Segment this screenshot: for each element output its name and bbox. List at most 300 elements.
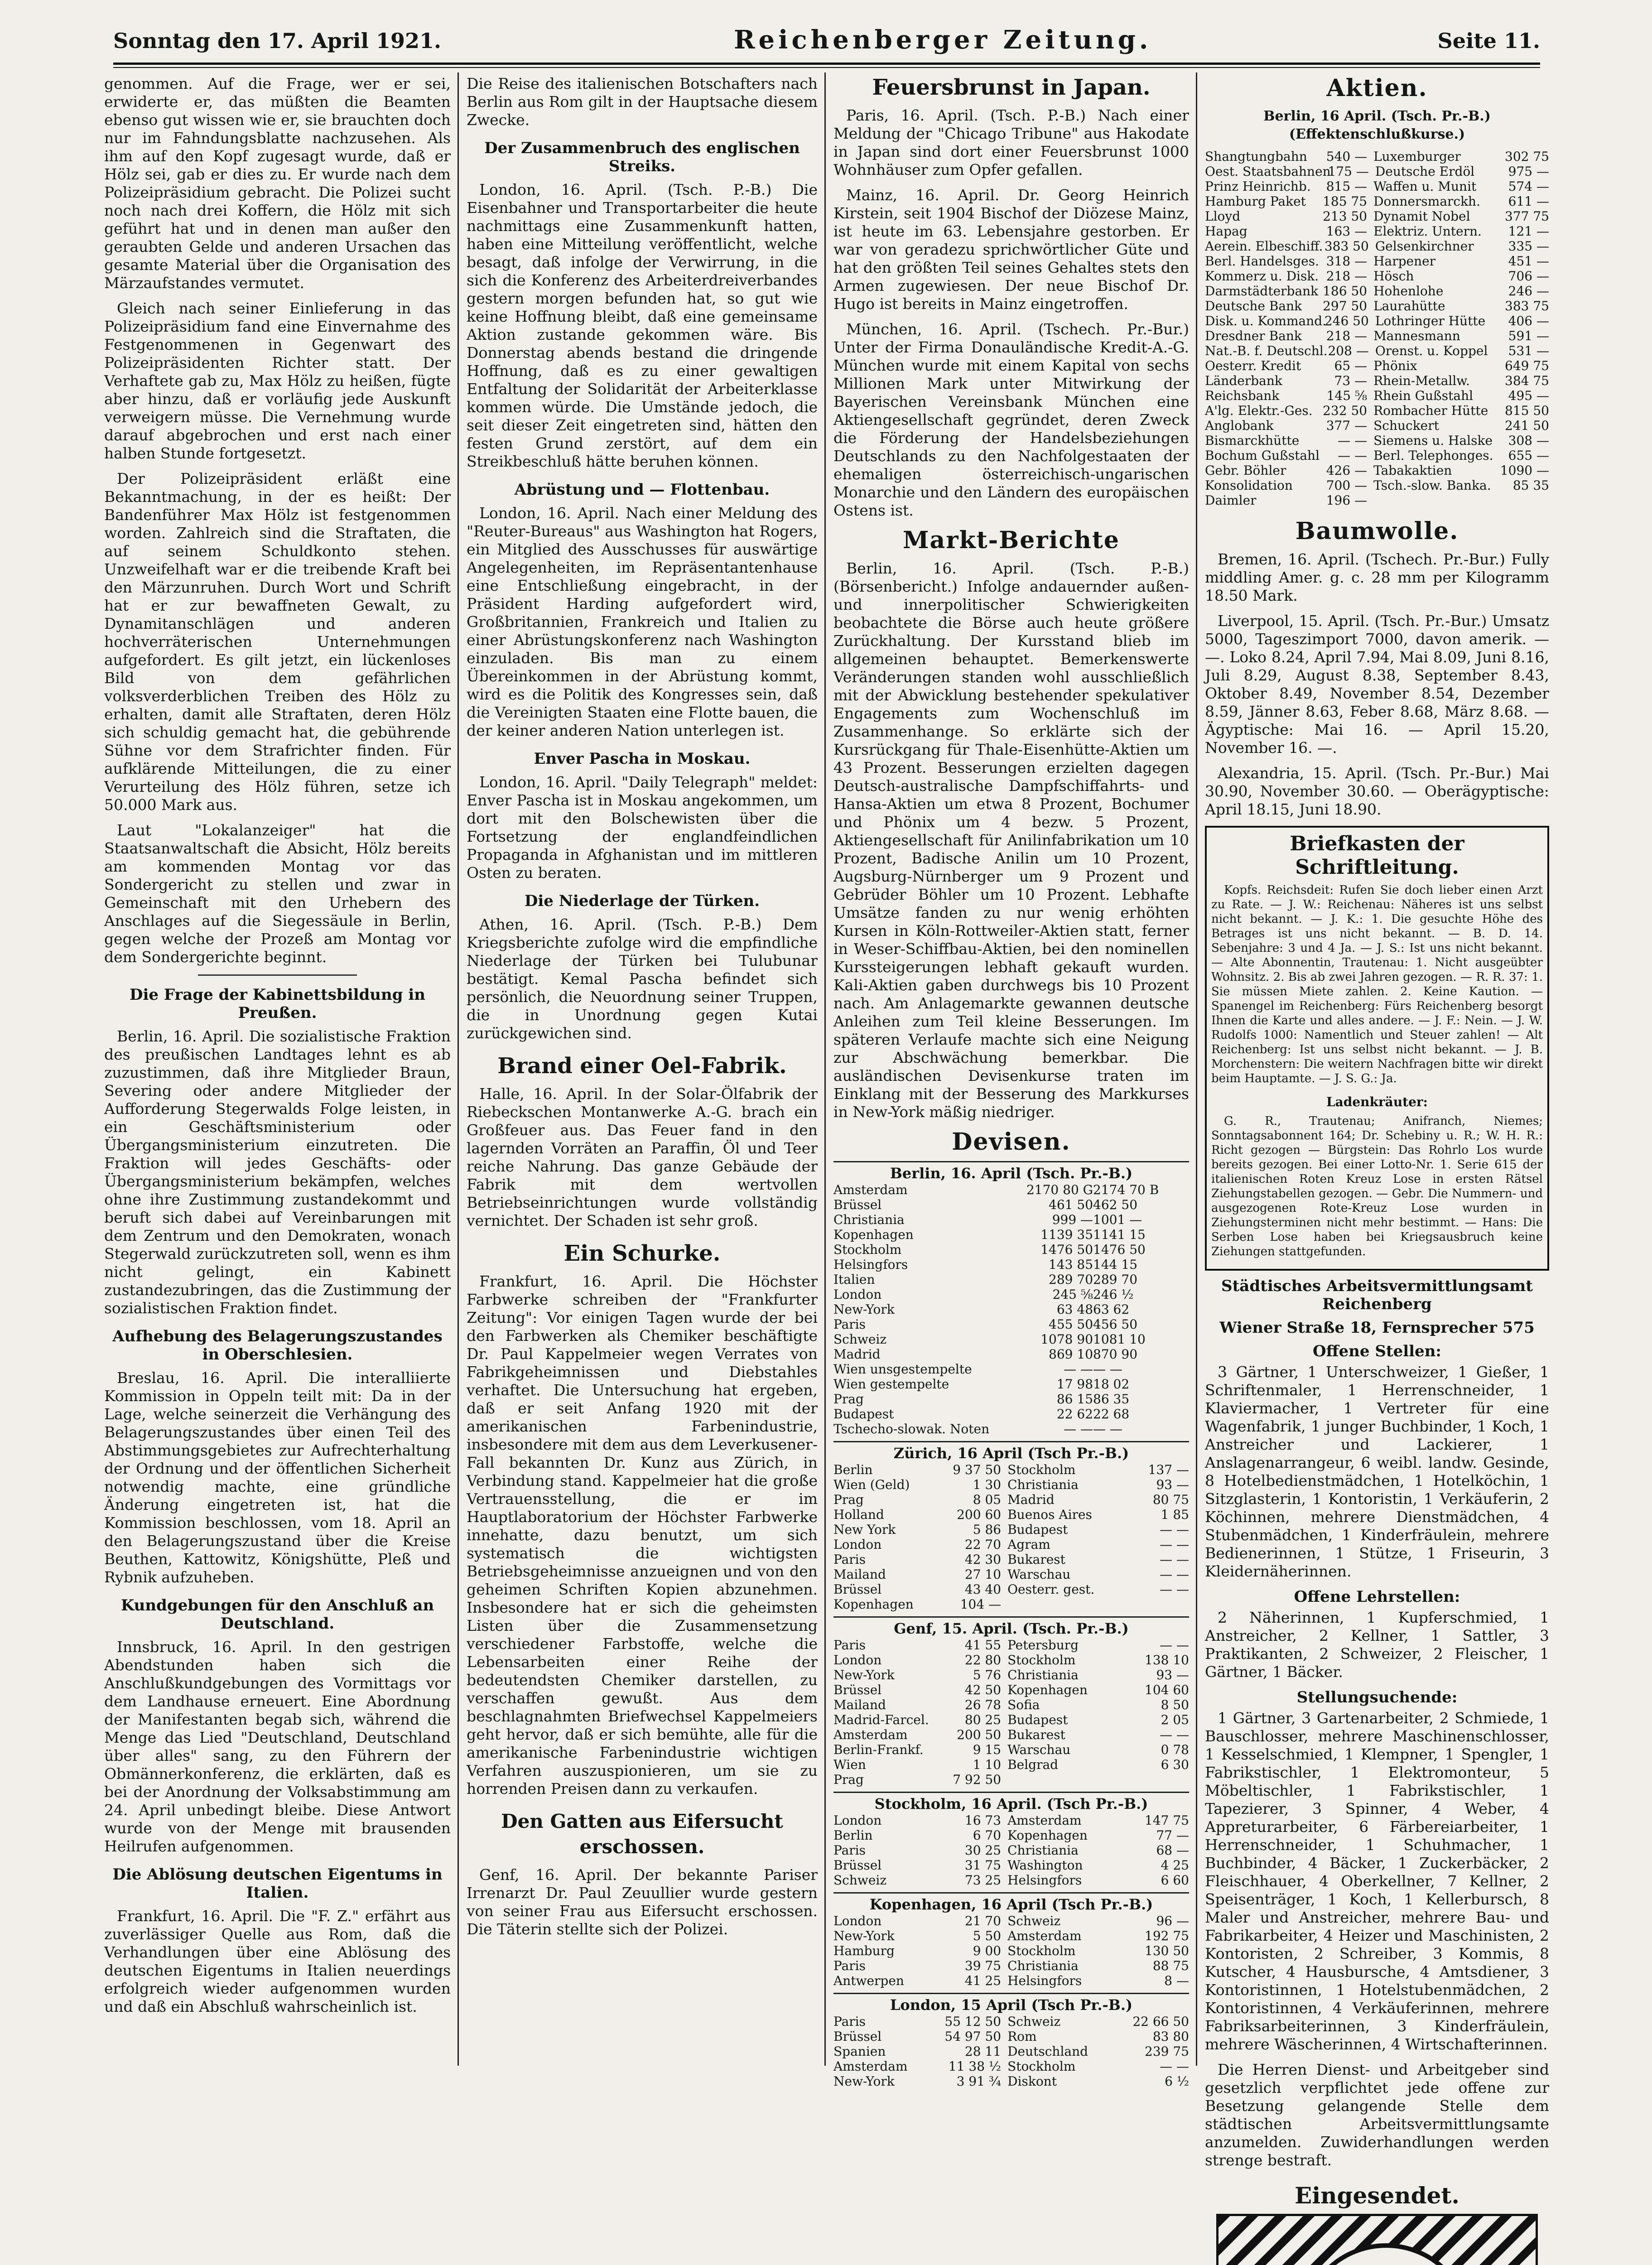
table-cell: 649 75 (1505, 358, 1549, 373)
table-cell: — — (1160, 1638, 1189, 1653)
table-row (1205, 403, 1549, 418)
table-caption: Kopenhagen, 16 April (Tsch Pr.-B.) (833, 1892, 1189, 1913)
article-paragraph: Mainz, 16. April. Dr. Georg Heinrich Kirstein, seit 1904 Bischof der Diözese Mainz, ist heute im 63. Lebensjahre gestorben. Er war von geradezu sprichwörtlicher Güte und hat den größten Teil seines Gehaltes stets den Armen zugewiesen. Der neue Bischof Dr. Hugo ist bereits in Mainz eingetroffen. (833, 186, 1189, 313)
table-cell: Christiania (1007, 1958, 1079, 1973)
table-cell: 999 — (1052, 1212, 1093, 1227)
table-cell: 9 00 (973, 1943, 1002, 1958)
table-row (833, 1422, 1189, 1436)
table-cell: Prag (833, 1392, 864, 1407)
table-row (833, 1182, 1189, 1197)
table-caption: Zürich, 16 April (Tsch Pr.-B.) (833, 1441, 1189, 1462)
table-cell: Sofia (1007, 1697, 1040, 1712)
table-cell: 63 48 (1056, 1302, 1093, 1317)
table-caption: Berlin, 16. April (Tsch. Pr.-B.) (833, 1161, 1189, 1182)
table-cell: 31 75 (964, 1858, 1002, 1873)
table-cell: 495 — (1508, 388, 1549, 403)
table-cell: Berlin (833, 1828, 873, 1843)
table-cell: Siemens u. Halske (1373, 433, 1493, 448)
table-cell: 65 — (1334, 358, 1368, 373)
table-cell: 7 92 50 (953, 1772, 1002, 1787)
table-cell: 27 10 (964, 1567, 1002, 1582)
table-cell: Bukarest (1007, 1727, 1065, 1742)
column-4 (1205, 74, 1549, 2209)
table-cell: 185 75 (1323, 194, 1368, 209)
table-cell: 104 — (960, 1597, 1002, 1612)
table-cell: 456 50 (1093, 1317, 1138, 1332)
column-3 (833, 75, 1189, 2089)
table-row (1205, 433, 1549, 448)
table-row (833, 1407, 1189, 1422)
table-cell: Rom (1007, 2029, 1037, 2044)
table-row (833, 1477, 1189, 1492)
table-cell: 5 86 (973, 1522, 1002, 1537)
table-cell: — — (1093, 1422, 1122, 1436)
table-cell: Madrid-Farcel. (833, 1712, 929, 1727)
table-row (833, 1332, 1189, 1347)
table-cell: 43 40 (964, 1582, 1002, 1597)
employment-office-address: Wiener Straße 18, Fernsprecher 575 (1219, 1319, 1535, 1337)
table-cell: Stockholm (1007, 1462, 1076, 1477)
table-row (833, 1567, 1189, 1582)
table-row (833, 1653, 1189, 1667)
table-cell: 104 60 (1145, 1682, 1189, 1697)
table-cell: Madrid (1007, 1492, 1055, 1507)
table-cell: — — (1338, 433, 1368, 448)
page-number: Seite 11. (1437, 29, 1540, 53)
table-row (833, 1712, 1189, 1727)
table-cell: 1476 50 (1093, 1242, 1146, 1257)
table-cell: New-York (833, 1667, 895, 1682)
column-divider (824, 72, 826, 2066)
stocks-table (1205, 149, 1549, 508)
tungsram-advertisement (1216, 2214, 1538, 2265)
table-cell: 9 37 50 (953, 1462, 1002, 1477)
table-cell: Paris (833, 2014, 866, 2029)
table-cell: Oesterr. gest. (1007, 1582, 1095, 1597)
table-cell: 655 — (1508, 448, 1549, 463)
table-cell: 297 50 (1323, 299, 1368, 313)
table-cell: Kommerz u. Disk. (1205, 269, 1319, 284)
table-cell: Warschau (1007, 1742, 1071, 1757)
section-headline-stocks: Aktien. (1326, 74, 1428, 102)
table-cell: 163 — (1326, 224, 1368, 239)
table-cell: Warschau (1007, 1567, 1071, 1582)
table-cell: Hösch (1373, 269, 1414, 284)
table-cell: Berl. Telephonges. (1373, 448, 1493, 463)
column-divider (1196, 72, 1197, 2066)
table-cell: Brüssel (833, 1582, 882, 1597)
table-cell: 42 50 (964, 1682, 1002, 1697)
table-row (1205, 299, 1549, 313)
masthead-title: Reichenberger Zeitung. (734, 25, 1152, 55)
table-cell: Spanien (833, 2044, 886, 2059)
table-row (833, 1287, 1189, 1302)
table-cell: Brüssel (833, 2029, 882, 2044)
table-row (833, 2044, 1189, 2059)
table-cell: 5 50 (973, 1928, 1002, 1943)
table-cell: Agram (1007, 1537, 1050, 1552)
table-cell: — — (1064, 1362, 1093, 1377)
table-cell: 574 — (1508, 179, 1549, 194)
section-headline-devisen: Devisen. (952, 1128, 1071, 1156)
table-row (833, 1392, 1189, 1407)
table-row (833, 1727, 1189, 1742)
apprenticeships-text: 2 Näherinnen, 1 Kupferschmied, 1 Anstreicher, 2 Kellner, 1 Sattler, 3 Praktikanten, 2 Schweizer, 2 Fleischer, 1 Gärtner, 1 Bäcker. (1205, 1609, 1549, 1681)
table-cell: 1 85 (1161, 1507, 1189, 1522)
table-cell: Washington (1007, 1858, 1083, 1873)
table-cell: New York (833, 1522, 896, 1537)
table-cell: Oesterr. Kredit (1205, 358, 1301, 373)
job-seekers-text: 1 Gärtner, 3 Gartenarbeiter, 2 Schmiede, 1 Bauschlosser, mehrere Maschinenschlosser, 1 Kesselschmied, 1 Klempner, 1 Spengler, 1 Fabrikstischler, 1 Elektromonteur, 5 Möbeltischler, 1 Fabrikstischler, 1 Tapezierer, 3 Spinner, 4 Weber, 4 Appreturarbeiter, 6 Färbereiarbeiter, 1 Herrenschneider, 1 Schuhmacher, 1 Buchbinder, 4 Bäcker, 1 Zuckerbäcker, 2 Fleischhauer, 4 Oberkellner, 7 Kellner, 2 Speisenträger, 1 Koch, 1 Kellerbursch, 8 Maler und Anstreicher, mehrere Bau- und Fabrikarbeiter, 4 Heizer und Maschinisten, 2 Kontoristen, 2 Schreiber, 3 Kommis, 8 Kutscher, 4 Hausbursche, 4 Amtsdiener, 3 Kontoristinnen, 1 Hotelstubenmädchen, 2 Kontoristinnen, 4 Verkäuferinnen, mehrere Fabriksarbeiterinnen, 3 Kinderfräulein, mehrere Wäscherinnen, 4 Wirtschafterinnen. (1205, 1709, 1549, 2053)
table-cell: 706 — (1508, 269, 1549, 284)
table-row (1205, 388, 1549, 403)
table-cell: Christiania (1007, 1843, 1079, 1858)
lightbulb-icon (1300, 2243, 1472, 2265)
article-headline: Brand einer Oel-Fabrik. (497, 1053, 787, 1079)
table-cell: — — (1093, 1362, 1122, 1377)
table-cell: 4 25 (1161, 1858, 1189, 1873)
table-cell: 1078 90 (1040, 1332, 1093, 1347)
table-cell: Dresdner Bank (1205, 328, 1302, 343)
table-cell: Christiania (833, 1212, 905, 1227)
table-cell: Gebr. Böhler (1205, 463, 1286, 478)
table-cell: Gelsenkirchner (1375, 239, 1474, 254)
section-headline-cotton: Baumwolle. (1295, 517, 1459, 545)
table-cell: New-York (833, 1928, 895, 1943)
article-paragraph: genommen. Auf die Frage, wer er sei, erwiderte er, das müßten die Beamten ebenso gut wissen wie er, sie brauchten doch nur im Fahndungsblatte nachzusehen. Als ihm auf den Kopf zugesagt wurde, daß er Hölz sei, gab er dies zu. Er wurde nach dem Polizeipräsidium gebracht. Die Polizei sucht noch nach drei Koffern, die Hölz mit sich geführt hat und in denen man außer den geraubten Gelde und anderen Ursachen das gesamte Material über die Organisation des Märzaufstandes vermutet. (104, 75, 451, 292)
article-headline: Ein Schurke. (564, 1241, 721, 1266)
table-cell: Amsterdam (833, 1727, 908, 1742)
table-row (1205, 493, 1549, 508)
table-cell: 93 — (1156, 1667, 1189, 1682)
table-cell: 26 78 (964, 1697, 1002, 1712)
table-cell: 302 75 (1505, 149, 1549, 164)
table-cell: Christiania (1007, 1667, 1079, 1682)
exchange-table-berlin (833, 1182, 1189, 1436)
table-row (833, 2059, 1189, 2074)
table-cell: London (833, 1913, 882, 1928)
table-row (833, 1943, 1189, 1958)
table-cell: 80 25 (964, 1712, 1002, 1727)
table-cell: 870 90 (1093, 1347, 1138, 1362)
table-caption: London, 15 April (Tsch Pr.-B.) (833, 1993, 1189, 2014)
donations-headline: Ladenkräuter: (1326, 1094, 1428, 1109)
table-cell: 218 — (1326, 328, 1368, 343)
article-paragraph: Athen, 16. April. (Tsch. P.-B.) Dem Kriegsberichte zufolge wird die empfindliche Niederlage der Türken bei Tulubunar bestätigt. Kemal Pascha befindet sich persönlich, die Neuordnung seiner Truppen, die in Unordnung gegen Kutai zurückgewichen sind. (467, 916, 818, 1042)
table-cell: London (833, 1813, 882, 1828)
article-paragraph: Gleich nach seiner Einlieferung in das Polizeipräsidium fand eine Einvernahme des Festgenommenen in Gegenwart des Polizeipräsidenten Richter statt. Der Verhaftete gab zu, Max Hölz zu heißen, fügte aber hinzu, daß er vorläufig jede Auskunft verweigern müsse. Die Vernehmung wurde darauf abgebrochen und erst nach einer halben Stunde fortgesetzt. (104, 299, 451, 462)
table-row (833, 1212, 1189, 1227)
table-cell: Bochum Gußstahl (1205, 448, 1320, 463)
table-row (833, 2014, 1189, 2029)
table-cell: — — (1160, 1582, 1189, 1597)
table-cell (1367, 493, 1495, 508)
table-cell: Antwerpen (833, 1973, 904, 1988)
table-cell: 2 05 (1161, 1712, 1189, 1727)
table-cell: New-York (833, 1302, 895, 1317)
table-cell: 121 — (1508, 224, 1549, 239)
table-cell: Brüssel (833, 1682, 882, 1697)
article-paragraph: Der Polizeipräsident erläßt eine Bekanntmachung, in der es heißt: Der Bandenführer Max Hölz ist festgenommen worden. Zahlreich sind die Straftaten, die auf seinem Schuldkonto stehen. Unzweifelhaft war er die treibende Kraft bei den Märzunruhen. Durch Wort und Schrift hat er zur bewaffneten Gewalt, zu Dynamitanschlägen und anderen hochverräterischen Unternehmungen aufgefordert. Es gilt jetzt, ein lückenloses Bild von dem gefährlichen volksverderblichen Treiben des Hölz zu erhalten, damit alle Straftaten, deren Hölz sich schuldig gemacht hat, die gebührende Sühne vor dem Strafrichter finden. Für aufklärende Mitteilungen, die zu einer Verurteilung des Hölz führen, setze ich 50.000 Mark aus. (104, 470, 451, 814)
table-cell: 1139 35 (1040, 1227, 1093, 1242)
table-cell: 22 62 (1056, 1407, 1093, 1422)
table-row (833, 1302, 1189, 1317)
table-cell: 9 15 (973, 1742, 1002, 1757)
table-cell: 6 60 (1161, 1873, 1189, 1888)
table-cell: 451 — (1508, 254, 1549, 269)
table-cell: 6 ½ (1165, 2074, 1189, 2089)
table-cell: Italien (833, 1272, 875, 1287)
table-row (1205, 478, 1549, 493)
table-cell: Bismarckhütte (1205, 433, 1300, 448)
table-row (833, 1597, 1189, 1612)
table-row (1205, 418, 1549, 433)
table-row (833, 1742, 1189, 1757)
table-cell: Holland (833, 1507, 884, 1522)
table-cell: 245 ⅝ (1052, 1287, 1093, 1302)
table-cell: Helsingfors (1007, 1873, 1082, 1888)
table-cell: London (833, 1537, 882, 1552)
table-cell: Stockholm (1007, 1653, 1076, 1667)
table-cell: 455 50 (1049, 1317, 1093, 1332)
article-paragraph: London, 16. April. (Tsch. P.-B.) Die Eisenbahner und Transportarbeiter die heute nachmittags eine Zusammenkunft hatten, haben eine Mitteilung veröffentlicht, welche besagt, daß infolge der Verwirrung, in die sich die Konferenz des Arbeiterdreiverbandes gestern morgen befunden hat, so gut wie keine Hoffnung bleibt, daß eine gemeinsame Aktion zustande gekommen wäre. Bis Donnerstag abends bestand die dringende Hoffnung, daß es zu einer gewaltigen Entfaltung der Solidarität der Arbeiterklasse kommen würde. Die Umstände jedoch, die seit dieser Zeit eingetreten sind, hätten den festen Grund zerstört, auf dem ein Streikbeschluß hätte beruhen können. (467, 181, 818, 470)
table-cell: 55 12 50 (944, 2014, 1002, 2029)
article-headline: Die Niederlage der Türken. (524, 892, 760, 910)
table-cell: Reichsbank (1205, 388, 1280, 403)
table-cell: 28 11 (964, 2044, 1002, 2059)
table-cell (1001, 1772, 1119, 1787)
table-row (833, 1227, 1189, 1242)
table-row (833, 1638, 1189, 1653)
table-row (1205, 463, 1549, 478)
table-cell: 30 25 (964, 1843, 1002, 1858)
table-row (833, 1537, 1189, 1552)
table-cell: 8 — (1164, 1973, 1189, 1988)
table-cell: Hamburg Paket (1205, 194, 1306, 209)
table-cell: 377 75 (1505, 209, 1549, 224)
table-cell: 6 30 (1161, 1757, 1189, 1772)
table-cell: 815 — (1326, 179, 1368, 194)
table-cell: 73 — (1334, 373, 1368, 388)
table-cell: Paris (833, 1638, 866, 1653)
table-cell: 192 75 (1145, 1928, 1189, 1943)
table-cell: Tabakaktien (1373, 463, 1452, 478)
exchange-table-london (833, 2014, 1189, 2089)
advertisement-label: Eingesendet. (1295, 2182, 1459, 2209)
table-cell: Deutsche Erdöl (1375, 164, 1475, 179)
table-cell: Rombacher Hütte (1373, 403, 1488, 418)
table-row (833, 1242, 1189, 1257)
article-paragraph: Halle, 16. April. In der Solar-Ölfabrik der Riebeckschen Montanwerke A.-G. brach ein Großfeuer aus. Das Feuer fand in den lagernden Vorräten an Paraffin, Öl und Teer reiche Nahrung. Das ganze Gebäude der Fabrik mit dem wertvollen Betriebseinrichtungen wurde vollständig vernichtet. Der Schaden ist sehr groß. (467, 1085, 818, 1229)
table-cell: 540 — (1326, 149, 1368, 164)
table-cell: 8 05 (973, 1492, 1002, 1507)
donations-text: G. R., Trautenau; Anifranch, Niemes; Sonntagsabonnent 164; Dr. Schebiny u. R.; W. H. R.: Richt gezogen — Bürgstein: Das Rohrlo Los wurde bereits gezogen. Bei einer Lotto-Nr. 1. Serie 615 der italienischen Roten Kreuz Lose in ersten Rätsel Ziehungstabellen gezogen. — Gebr. Die Nummern- und ausgezogenen Rote-Kreuz Lose wurden in Ziehungsterminen nicht mehr bestimmt. — Hans: Die Serben Lose haben bei Kriegsausbruch keine Ziehungen stattgefunden. (1211, 1114, 1543, 1258)
table-cell: Elektriz. Untern. (1373, 224, 1482, 239)
table-cell: 1476 50 (1040, 1242, 1093, 1257)
stocks-subhead: Berlin, 16 April. (Tsch. Pr.-B.) (Effektenschlußkurse.) (1263, 108, 1491, 142)
open-positions-text: 3 Gärtner, 1 Unterschweizer, 1 Gießer, 1 Schriftenmaler, 1 Herrenschneider, 1 Klaviermacher, 1 Vertreter für eine Wagenfabrik, 1 junger Buchbinder, 1 Koch, 1 Anstreicher und Lackierer, 1 Anslagenarrangeur, 6 weibl. landw. Gesinde, 8 Hotelbedienstmädchen, 1 Hotelköchin, 1 Sitzglasterin, 1 Kontoristin, 1 Verkäuferin, 2 Köchinnen, mehrere Dienstmädchen, 4 Stubenmädchen, 1 Kinderfräulein, mehrere Bedienerinnen, 1 Stütze, 1 Friseurin, 3 Kleidernäherinnen. (1205, 1363, 1549, 1580)
table-cell: Orenst. u. Koppel (1375, 343, 1488, 358)
article-paragraph: London, 16. April. "Daily Telegraph" meldet: Enver Pascha ist in Moskau angekommen, um dort mit den Bolschewisten über die Fortsetzung der englandfeindlichen Propaganda in Afghanistan und im mittleren Osten zu beraten. (467, 773, 818, 882)
table-cell: Kopenhagen (1007, 1828, 1088, 1843)
table-cell: 63 62 (1093, 1302, 1130, 1317)
column-1 (104, 75, 451, 2077)
table-cell: Petersburg (1007, 1638, 1079, 1653)
table-cell: — — (1160, 1567, 1189, 1582)
article-headline: Abrüstung und — Flottenbau. (514, 481, 770, 499)
table-cell: 54 97 50 (944, 2029, 1002, 2044)
table-row (1205, 343, 1549, 358)
table-row (1205, 224, 1549, 239)
table-cell: Rhein Gußstahl (1373, 388, 1474, 403)
table-cell: Berlin (833, 1462, 873, 1477)
table-cell: 200 50 (957, 1727, 1002, 1742)
table-cell: 86 15 (1056, 1392, 1093, 1407)
table-cell: Schweiz (1007, 2014, 1061, 2029)
table-cell: Amsterdam (833, 2059, 908, 2074)
table-cell: New-York (833, 2074, 895, 2089)
table-caption: Stockholm, 16 April. (Tsch Pr.-B.) (833, 1792, 1189, 1813)
article-paragraph: Paris, 16. April. (Tsch. P.-B.) Nach einer Meldung der "Chicago Tribune" aus Hakodate in Japan sind dort einer Feuersbrunst 1000 Wohnhäuser zum Opfer gefallen. (833, 106, 1189, 178)
article-paragraph: Frankfurt, 16. April. Die Höchster Farbwerke schreiben der "Frankfurter Zeitung": Vor einigen Tagen wurde der bei den Farbwerken als Chemiker beschäftigte Dr. Paul Kappelmeier wegen Verrates von Fabrikgeheimnissen und Diebstahles verhaftet. Die Untersuchung hat ergeben, daß er seit Anfang 1920 mit der amerikanischen Farbenindustrie, insbesondere mit dem aus dem Leverkusener-Fall bekannten Dr. Kunz aus Zürich, in Verbindung stand. Kappelmeier hat die große Vertrauensstellung, die er im Hauptlaboratorium der Höchster Farbwerke innehatte, dazu benutzt, um sich systematisch die wichtigsten Betriebsgeheimnisse anzueignen und von den geheimen Schriften Kopien abzunehmen. Insbesondere hat er sich die geheimsten Listen über die Zusammensetzung verschiedener Farbstoffe, welche die Lebensarbeiten einer Reihe der bedeutendsten Chemiker darstellen, zu verschaffen gewußt. Aus dem beschlagnahmten Briefwechsel Kappelmeiers geht hervor, daß er sich bemühte, alle für die amerikanische Farbenindustrie wichtigen Verfahren auszuspionieren, um sie zu horrenden Preisen dann zu verkaufen. (467, 1272, 818, 1798)
table-cell: Kopenhagen (833, 1597, 914, 1612)
table-cell: 3 91 ¾ (956, 2074, 1002, 2089)
table-cell: Buenos Aires (1007, 1507, 1092, 1522)
table-cell: 815 50 (1505, 403, 1549, 418)
table-cell: 130 50 (1145, 1943, 1189, 1958)
table-row (833, 1873, 1189, 1888)
table-cell: — — (1160, 1522, 1189, 1537)
table-cell: — — (1160, 1537, 1189, 1552)
table-row (1205, 328, 1549, 343)
table-cell: Bukarest (1007, 1552, 1065, 1567)
table-cell: Madrid (833, 1347, 881, 1362)
table-cell: 377 — (1326, 418, 1368, 433)
table-row (833, 1928, 1189, 1943)
article-paragraph: Genf, 16. April. Der bekannte Pariser Irrenarzt Dr. Paul Zeuullier wurde gestern von seiner Frau aus Eifersucht erschossen. Die Täterin stellte sich der Polizei. (467, 1866, 818, 1938)
table-cell: Berl. Handelsges. (1205, 254, 1320, 269)
table-cell: — — (1160, 1552, 1189, 1567)
table-cell: Shangtungbahn (1205, 149, 1307, 164)
article-headline: Die Ablösung deutschen Eigentums in Italien. (112, 1865, 443, 1902)
table-cell: 335 — (1508, 239, 1549, 254)
letters-headline: Briefkasten der Schriftleitung. (1290, 832, 1464, 879)
table-cell: 11 38 ½ (948, 2059, 1002, 2074)
table-cell: Hamburg (833, 1943, 895, 1958)
table-cell: 461 50 (1049, 1197, 1093, 1212)
article-headline: Enver Pascha in Moskau. (534, 750, 751, 768)
table-row (833, 1973, 1189, 1988)
table-cell: Rhein-Metallw. (1373, 373, 1470, 388)
table-cell: 42 30 (964, 1552, 1002, 1567)
table-cell: A'lg. Elektr.-Ges. (1205, 403, 1313, 418)
table-cell: Brüssel (833, 1197, 882, 1212)
table-cell: — — (1160, 2059, 1189, 2074)
exchange-table-genf (833, 1638, 1189, 1787)
table-cell: 383 75 (1505, 299, 1549, 313)
table-cell: 218 — (1326, 269, 1368, 284)
table-row (833, 1843, 1189, 1858)
table-row (1205, 284, 1549, 299)
article-paragraph: Die Reise des italienischen Botschafters nach Berlin aus Rom gilt in der Hauptsache diesem Zwecke. (467, 75, 818, 129)
table-cell: 531 — (1508, 343, 1549, 358)
column-2 (467, 75, 818, 2077)
table-row (833, 1272, 1189, 1287)
table-cell (1495, 493, 1549, 508)
table-cell: Länderbank (1205, 373, 1282, 388)
section-headline-markets: Markt-Berichte (902, 526, 1120, 554)
table-cell: Christiania (1007, 1477, 1079, 1492)
table-cell: — — (1064, 1422, 1093, 1436)
header-rule (113, 63, 1540, 65)
table-cell: Paris (833, 1552, 866, 1567)
table-row (1205, 358, 1549, 373)
article-paragraph: Alexandria, 15. April. (Tsch. Pr.-Bur.) Mai 30.90, November 30.60. — Oberägyptische: April 18.15, Juni 18.90. (1205, 764, 1549, 818)
table-cell: 22 66 50 (1132, 2014, 1189, 2029)
table-cell: Deutsche Bank (1205, 299, 1302, 313)
table-cell: Kopenhagen (833, 1227, 914, 1242)
table-row (833, 1522, 1189, 1537)
table-cell: Tsch.-slow. Banka. (1373, 478, 1491, 493)
table-row (833, 1362, 1189, 1377)
table-cell: 5 76 (973, 1667, 1002, 1682)
table-row (833, 1582, 1189, 1597)
article-paragraph: München, 16. April. (Tschech. Pr.-Bur.) Unter der Firma Donauländische Kredit-A.-G. München wurde mit einem Kapital von sechs Millionen Mark unter Mitwirkung der Bayerischen Vereinsbank München eine Aktiengesellschaft gegründet, deren Zweck die Förderung der Handelsbeziehungen Deutschlands zu den Nachfolgestaaten der ehemaligen österreichisch-ungarischen Monarchie und den Ländern des europäischen Ostens ist. (833, 320, 1189, 519)
table-cell: 22 68 (1093, 1407, 1130, 1422)
table-cell: 1090 — (1500, 463, 1549, 478)
table-cell (1119, 1597, 1189, 1612)
article-headline: Aufhebung des Belagerungszustandes in Oberschlesien. (112, 1327, 443, 1364)
article-paragraph: Bremen, 16. April. (Tschech. Pr.-Bur.) Fully middling Amer. g. c. 28 mm per Kilogramm 18.50 Mark. (1205, 550, 1549, 604)
table-cell: Budapest (1007, 1522, 1068, 1537)
table-row (833, 1757, 1189, 1772)
table-cell: Harpener (1373, 254, 1436, 269)
article-paragraph: Laut "Lokalanzeiger" hat die Staatsanwaltschaft die Absicht, Hölz bereits am kommenden Montag vor das Sondergericht zu stellen und zwar in Gemeinschaft mit den Urhebern des Anschlages auf die Siegessäule in Berlin, gegen welche der Prozeß am Montag vor dem Sondergerichte beginnt. (104, 821, 451, 966)
table-cell: Stockholm (1007, 2059, 1076, 2074)
table-cell: Schweiz (833, 1332, 887, 1347)
table-cell: 137 — (1148, 1462, 1189, 1477)
table-cell: Hapag (1205, 224, 1247, 239)
table-cell: Wien (833, 1757, 866, 1772)
table-cell: 208 — (1328, 343, 1369, 358)
table-cell: Prag (833, 1772, 864, 1787)
table-cell: Wien (Geld) (833, 1477, 910, 1492)
table-cell: 80 75 (1152, 1492, 1189, 1507)
table-row (1205, 254, 1549, 269)
table-cell: Budapest (833, 1407, 894, 1422)
table-cell: 41 25 (964, 1973, 1002, 1988)
article-paragraph: Berlin, 16. April. (Tsch. P.-B.) (Börsenbericht.) Infolge andauernder außen- und innerpolitischer Schwierigkeiten beobachtete die Börse auch heute größere Zurückhaltung. Der Kursstand blieb im allgemeinen behauptet. Bemerkenswerte Veränderungen standen wohl ausschließlich mit der Abwicklung bestehender spekulativer Engagements zum Wochenschluß im Zusammenhange. So erklärte sich der Kursrückgang für Thale-Eisenhütte-Aktien um 43 Prozent. Besserungen erzielten dagegen Deutsch-australische Dampfschiffahrts- und Hansa-Aktien um etwa 8 Prozent, Bochumer und Phönix um 4 bezw. 5 Prozent, Aktiengesellschaft für Anilinfabrikation um 10 Prozent, Badische Anilin um 10 Prozent, Augsburg-Nürnberger um 9 Prozent und Gebrüder Böhler um 10 Prozent. Lebhafte Umsätze fanden zu nur wenig erhöhten Kursen in Köln-Rottweiler-Aktien statt, ferner in Weser-Schiffbau-Aktien, bei den nominellen Kurssteigerungen lebhaft gekauft wurden. Kali-Aktien gaben durchwegs bis 10 Prozent nach. Am Anlagemarkte gewannen deutsche Anleihen zum Teil kleine Besserungen. Im späteren Verlaufe machte sich eine Neigung zur Abschwächung bemerkbar. Die ausländischen Devisenkurse traten im Einklang mit der Besserung des Markkurses in New-York mäßig niedriger. (833, 559, 1189, 1121)
table-cell (1001, 1597, 1119, 1612)
table-cell: 85 35 (1512, 478, 1549, 493)
column-divider (458, 72, 459, 2066)
table-cell: 175 — (1328, 164, 1369, 179)
table-row (1205, 448, 1549, 463)
table-row (833, 1552, 1189, 1567)
table-cell (1119, 1772, 1189, 1787)
table-row (833, 1697, 1189, 1712)
table-cell: Tschecho-slowak. Noten (833, 1422, 990, 1436)
table-cell: 22 70 (964, 1537, 1002, 1552)
table-cell: Diskont (1007, 2074, 1057, 2089)
table-cell: Stockholm (833, 1242, 902, 1257)
table-cell: 462 50 (1093, 1197, 1138, 1212)
table-cell: Mailand (833, 1567, 886, 1582)
table-cell: 406 — (1508, 313, 1549, 328)
article-paragraph: Liverpool, 15. April. (Tsch. Pr.-Bur.) Umsatz 5000, Tageszimport 7000, davon amerik. — —. Loko 8.24, April 7.94, Mai 8.09, Juni 8.16, Juli 8.29, August 8.38, September 8.43, Oktober 8.49, November 8.54, Dezember 8.59, Jänner 8.63, Feber 8.68, März 8.68. — Ägyptische: Mai 16. — April 15.20, November 16. —. (1205, 612, 1549, 757)
table-cell: Amsterdam (833, 1182, 908, 1197)
letters-box (1205, 826, 1549, 1271)
